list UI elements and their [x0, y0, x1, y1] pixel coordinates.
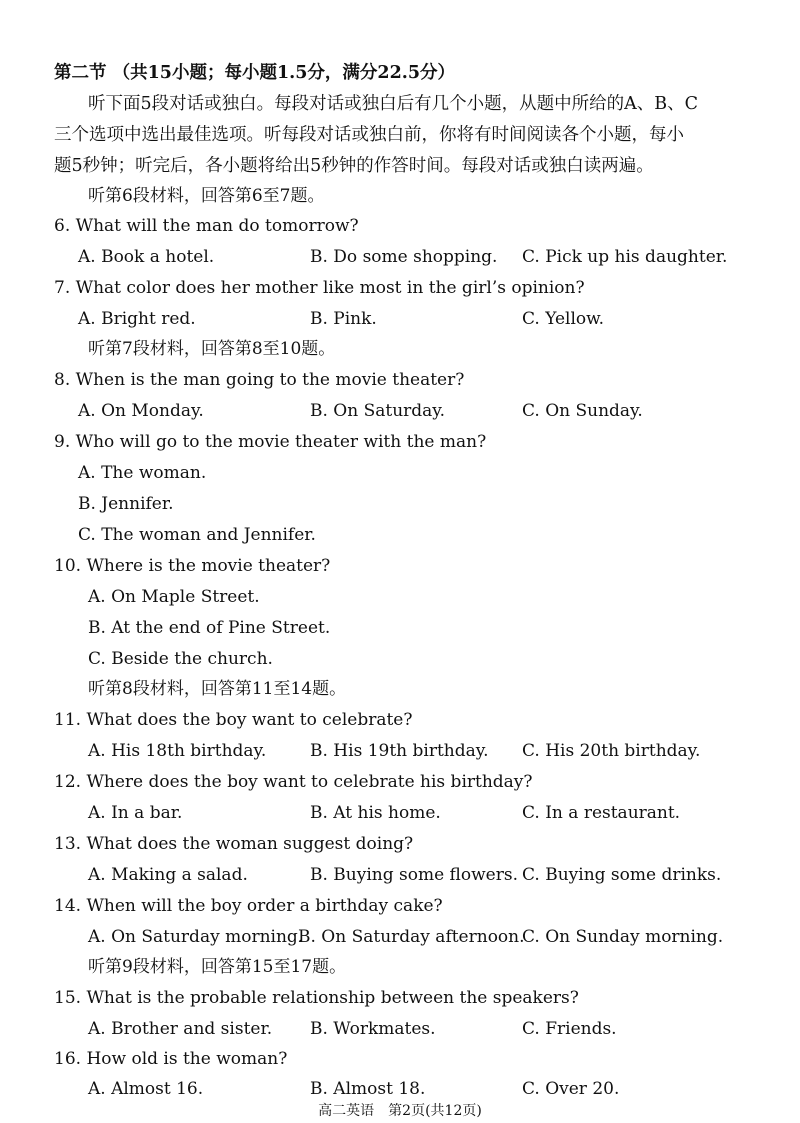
- question-11-option-a: A. His 18th birthday.: [88, 741, 267, 761]
- question-13: 13. What does the woman suggest doing?: [54, 834, 414, 854]
- section-heading: 第二节 （共15小题；每小题1.5分，满分22.5分）: [54, 63, 456, 83]
- intro-line-1: 听下面5段对话或独白。每段对话或独白后有几个小题，从题中所给的A、B、C: [88, 94, 699, 114]
- question-6-option-c: C. Pick up his daughter.: [522, 247, 728, 267]
- question-7: 7. What color does her mother like most in the girl’s opinion?: [54, 278, 585, 298]
- question-12-option-c: C. In a restaurant.: [522, 803, 681, 823]
- question-15-option-b: B. Workmates.: [310, 1019, 436, 1039]
- question-9-option-b: B. Jennifer.: [78, 494, 174, 514]
- question-10-option-c: C. Beside the church.: [88, 649, 273, 669]
- question-16-option-b: B. Almost 18.: [310, 1079, 426, 1099]
- question-7-option-b: B. Pink.: [310, 309, 377, 329]
- question-14-option-a: A. On Saturday morning.: [88, 927, 304, 947]
- question-9-option-a: A. The woman.: [78, 463, 207, 483]
- question-12-option-b: B. At his home.: [310, 803, 441, 823]
- question-15: 15. What is the probable relationship between the speakers?: [54, 988, 579, 1008]
- question-15-option-a: A. Brother and sister.: [88, 1019, 273, 1039]
- question-8-option-a: A. On Monday.: [78, 401, 204, 421]
- question-11: 11. What does the boy want to celebrate?: [54, 710, 413, 730]
- intro-line-2: 三个选项中选出最佳选项。听每段对话或独白前，你将有时间阅读各个小题，每小: [54, 125, 684, 145]
- question-8-option-b: B. On Saturday.: [310, 401, 446, 421]
- question-10-option-b: B. At the end of Pine Street.: [88, 618, 331, 638]
- question-13-option-a: A. Making a salad.: [88, 865, 248, 885]
- question-16: 16. How old is the woman?: [54, 1049, 288, 1069]
- question-7-option-c: C. Yellow.: [522, 309, 605, 329]
- material-note-7: 听第7段材料，回答第8至10题。: [88, 339, 336, 359]
- question-14-option-c: C. On Sunday morning.: [522, 927, 724, 947]
- question-11-option-b: B. His 19th birthday.: [310, 741, 489, 761]
- question-16-option-c: C. Over 20.: [522, 1079, 620, 1099]
- question-9-option-c: C. The woman and Jennifer.: [78, 525, 316, 545]
- question-8-option-c: C. On Sunday.: [522, 401, 643, 421]
- question-6-option-b: B. Do some shopping.: [310, 247, 498, 267]
- question-7-option-a: A. Bright red.: [78, 309, 196, 329]
- question-6-option-a: A. Book a hotel.: [78, 247, 215, 267]
- material-note-8: 听第8段材料，回答第11至14题。: [88, 679, 347, 699]
- question-14: 14. When will the boy order a birthday cake?: [54, 896, 443, 916]
- material-note-6: 听第6段材料，回答第6至7题。: [88, 186, 325, 206]
- page-footer: 高二英语 第2页(共12页): [318, 1103, 482, 1119]
- question-8: 8. When is the man going to the movie theater?: [54, 370, 465, 390]
- material-note-9: 听第9段材料，回答第15至17题。: [88, 957, 347, 977]
- question-15-option-c: C. Friends.: [522, 1019, 617, 1039]
- question-16-option-a: A. Almost 16.: [88, 1079, 204, 1099]
- question-10: 10. Where is the movie theater?: [54, 556, 331, 576]
- question-13-option-c: C. Buying some drinks.: [522, 865, 722, 885]
- question-11-option-c: C. His 20th birthday.: [522, 741, 701, 761]
- question-6: 6. What will the man do tomorrow?: [54, 216, 359, 236]
- question-13-option-b: B. Buying some flowers.: [310, 865, 519, 885]
- question-12-option-a: A. In a bar.: [88, 803, 183, 823]
- question-9: 9. Who will go to the movie theater with the man?: [54, 432, 487, 452]
- intro-line-3: 题5秒钟；听完后，各小题将给出5秒钟的作答时间。每段对话或独白读两遍。: [54, 156, 654, 176]
- question-14-option-b: B. On Saturday afternoon.: [298, 927, 525, 947]
- question-10-option-a: A. On Maple Street.: [88, 587, 260, 607]
- question-12: 12. Where does the boy want to celebrate his birthday?: [54, 772, 533, 792]
